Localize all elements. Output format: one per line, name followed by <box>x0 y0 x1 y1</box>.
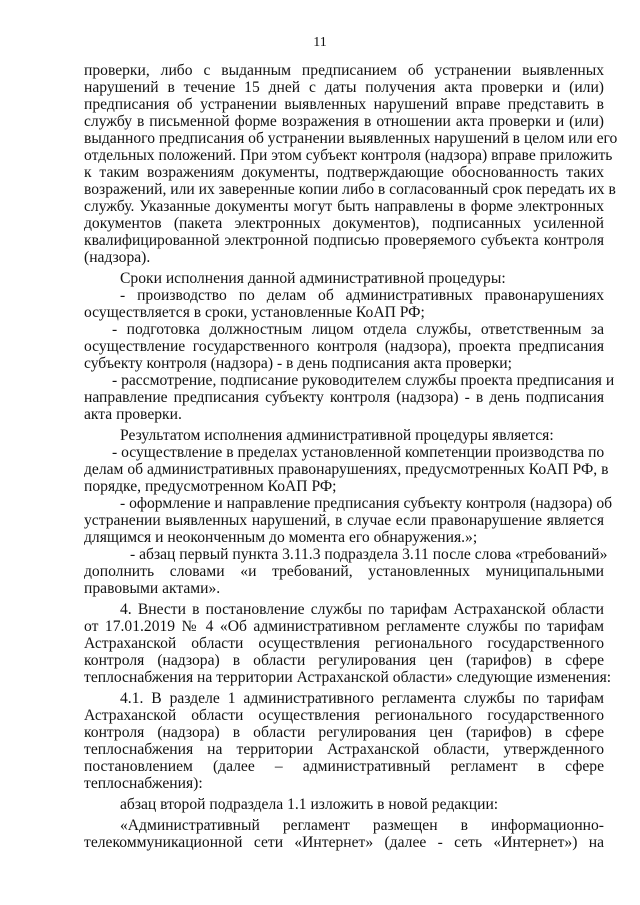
text-line: порядке, предусмотренном КоАП РФ; <box>84 478 337 495</box>
text-line: - рассмотрение, подписание руководителем службы проекта предписания и <box>112 372 615 389</box>
text-line: службу. Указанные документы могут быть направлены в форме электронных <box>84 198 604 215</box>
text-line: - производство по делам об административных правонарушениях <box>120 287 604 304</box>
text-line: Астраханской области осуществления регионального государственного <box>84 635 604 652</box>
text-line: абзац второй подраздела 1.1 изложить в новой редакции: <box>120 796 499 813</box>
text-line: отдельных положений. При этом субъект контроля (надзора) вправе приложить <box>84 147 613 164</box>
text-line: - оформление и направление предписания субъекту контроля (надзора) об <box>120 495 613 512</box>
text-line: правовыми актами». <box>84 580 221 597</box>
text-line: предписания об устранении выявленных нарушений вправе представить в <box>84 96 604 113</box>
text-line: 4.1. В разделе 1 административного регламента службы по тарифам <box>120 690 604 707</box>
text-line: Сроки исполнения данной административной процедуры: <box>120 270 506 287</box>
text-line: (надзора). <box>84 249 151 266</box>
text-line: службу в письменной форме возражения в отношении акта проверки и (или) <box>84 113 604 130</box>
text-line: документов (пакета электронных документов), подписанных усиленной <box>84 215 604 232</box>
text-line: субъекту контроля (надзора) - в день подписания акта проверки; <box>84 355 512 372</box>
text-line: возражений, или их заверенные копии либо в согласованный срок передать их в <box>84 181 616 198</box>
text-line: осуществляется в сроки, установленные КоАП РФ; <box>84 304 425 321</box>
text-line: теплоснабжения на территории Астраханской области» следующие изменения: <box>84 669 612 686</box>
text-line: выданного предписания об устранении выявленных нарушений в целом или его <box>84 130 618 147</box>
text-line: - осуществление в пределах установленной компетенции производства по <box>112 444 605 461</box>
text-line: - подготовка должностным лицом отдела службы, ответственным за <box>112 321 604 338</box>
text-line: квалифицированной электронной подписью проверяемого субъекта контроля <box>84 232 604 249</box>
text-line: проверки, либо с выданным предписанием об устранении выявленных <box>84 62 604 79</box>
text-line: телекоммуникационной сети «Интернет» (далее - сеть «Интернет») на <box>84 834 604 851</box>
text-line: постановлением (далее – административный регламент в сфере <box>84 758 604 775</box>
text-line: устранении выявленных нарушений, в случае если правонарушение является <box>84 512 604 529</box>
text-line: нарушений в течение 15 дней с даты получения акта проверки и (или) <box>84 79 604 96</box>
text-line: «Административный регламент размещен в информационно- <box>120 817 604 834</box>
text-line: контроля (надзора) в области регулирования цен (тарифов) в сфере <box>84 724 604 741</box>
text-line: теплоснабжения на территории Астраханской области, утвержденного <box>84 741 604 758</box>
text-line: Результатом исполнения административной процедуры является: <box>120 427 554 444</box>
body-text <box>84 62 618 851</box>
text-line: дополнить словами «и требований, установленных муниципальными <box>84 563 604 580</box>
page-number: 11 <box>313 35 327 50</box>
text-line: от 17.01.2019 № 4 «Об административном регламенте службы по тарифам <box>84 618 604 635</box>
text-line: длящимся и неоконченным до момента его обнаружения.»; <box>84 529 478 546</box>
text-line: 4. Внести в постановление службы по тарифам Астраханской области <box>120 601 604 618</box>
text-line: теплоснабжения): <box>84 775 203 792</box>
text-line: направление предписания субъекту контроля (надзора) - в день подписания <box>84 389 604 406</box>
text-line: акта проверки. <box>84 406 182 423</box>
text-line: контроля (надзора) в области регулирования цен (тарифов) в сфере <box>84 652 604 669</box>
text-line: к таким возражениям документы, подтверждающие обоснованность таких <box>84 164 604 181</box>
text-line: осуществление государственного контроля (надзора), проекта предписания <box>84 338 604 355</box>
text-line: Астраханской области осуществления регионального государственного <box>84 707 604 724</box>
text-line: делам об административных правонарушениях, предусмотренных КоАП РФ, в <box>84 461 609 478</box>
text-line: - абзац первый пункта 3.11.3 подраздела 3.11 после слова «требований» <box>130 546 608 563</box>
